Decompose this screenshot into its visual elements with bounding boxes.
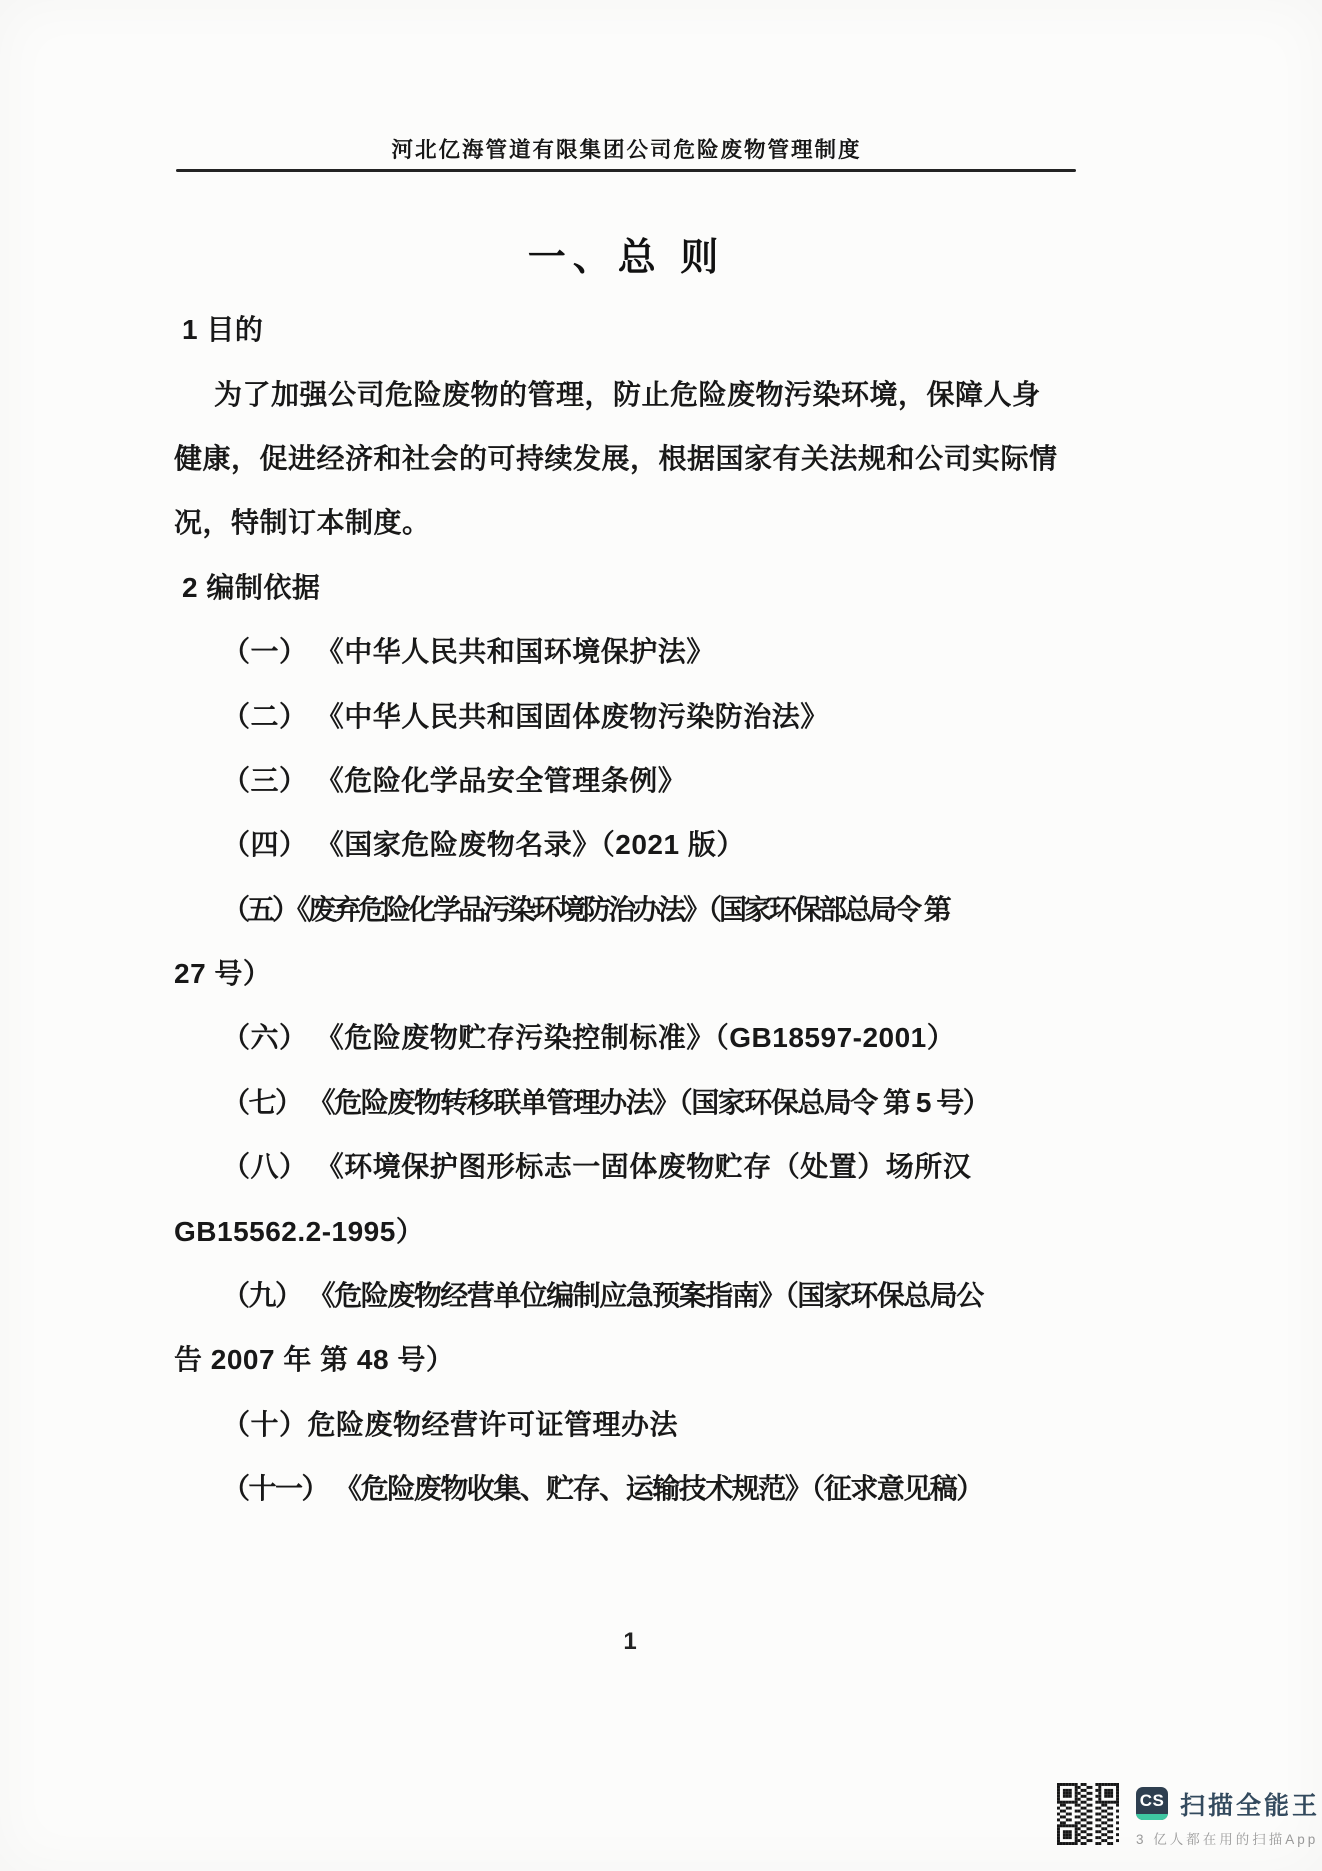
text-line: 2 编制依据 [182,571,321,603]
text-line: 1 目的 [182,314,264,346]
text-line: （二） 《中华人民共和国固体废物污染防治法》 [222,700,829,732]
text-line: （九） 《危险废物经营单位编制应急预案指南》（国家环保总局公 [222,1280,983,1312]
text-line: （七） 《危险废物转移联单管理办法》（国家环保总局令 第 5 号） [222,1086,990,1118]
page-header: 河北亿海管道有限集团公司危险废物管理制度 [391,138,862,162]
page-number: 1 [623,1628,637,1655]
header-rule [176,169,1076,172]
text-line: （四） 《国家危险废物名录》（2021 版） [222,829,745,861]
text-line: GB15562.2-1995） [174,1215,425,1247]
camscanner-logo-icon [1136,1787,1168,1820]
camscanner-logo-text: CS [1139,1791,1165,1810]
text-line: （十）危险废物经营许可证管理办法 [222,1408,679,1440]
text-line: （五）《废弃危险化学品污染环境防治办法》（国家环保部总局令 第 [222,893,949,925]
camscanner-watermark [1050,1780,1321,1850]
camscanner-logo-accent-bar [1136,1814,1168,1820]
text-line: 健康，促进经济和社会的可持续发展，根据国家有关法规和公司实际情 [174,442,1058,474]
text-line: （六） 《危险废物贮存污染控制标准》（GB18597-2001） [222,1022,956,1054]
text-line: （十一） 《危险废物收集、贮存、运输技术规范》（征求意见稿） [222,1473,983,1505]
text-line: 为了加强公司危险废物的管理，防止危险废物污染环境，保障人身 [214,378,1041,410]
camscanner-app-name: 扫描全能王 [1180,1791,1321,1820]
qr-code-icon [1057,1783,1119,1845]
text-line: 况，特制订本制度。 [174,507,431,539]
text-line: 告 2007 年 第 48 号） [174,1344,455,1376]
document-title: 一、总 则 [527,237,726,279]
text-line: （一） 《中华人民共和国环境保护法》 [222,636,715,668]
text-line: 27 号） [174,958,272,990]
camscanner-tagline: 3 亿人都在用的扫描App [1136,1832,1319,1847]
text-line: （八） 《环境保护图形标志一固体废物贮存（处置）场所汉 [222,1151,972,1183]
text-line: （三） 《危险化学品安全管理条例》 [222,764,687,796]
document-body [174,296,1214,1519]
